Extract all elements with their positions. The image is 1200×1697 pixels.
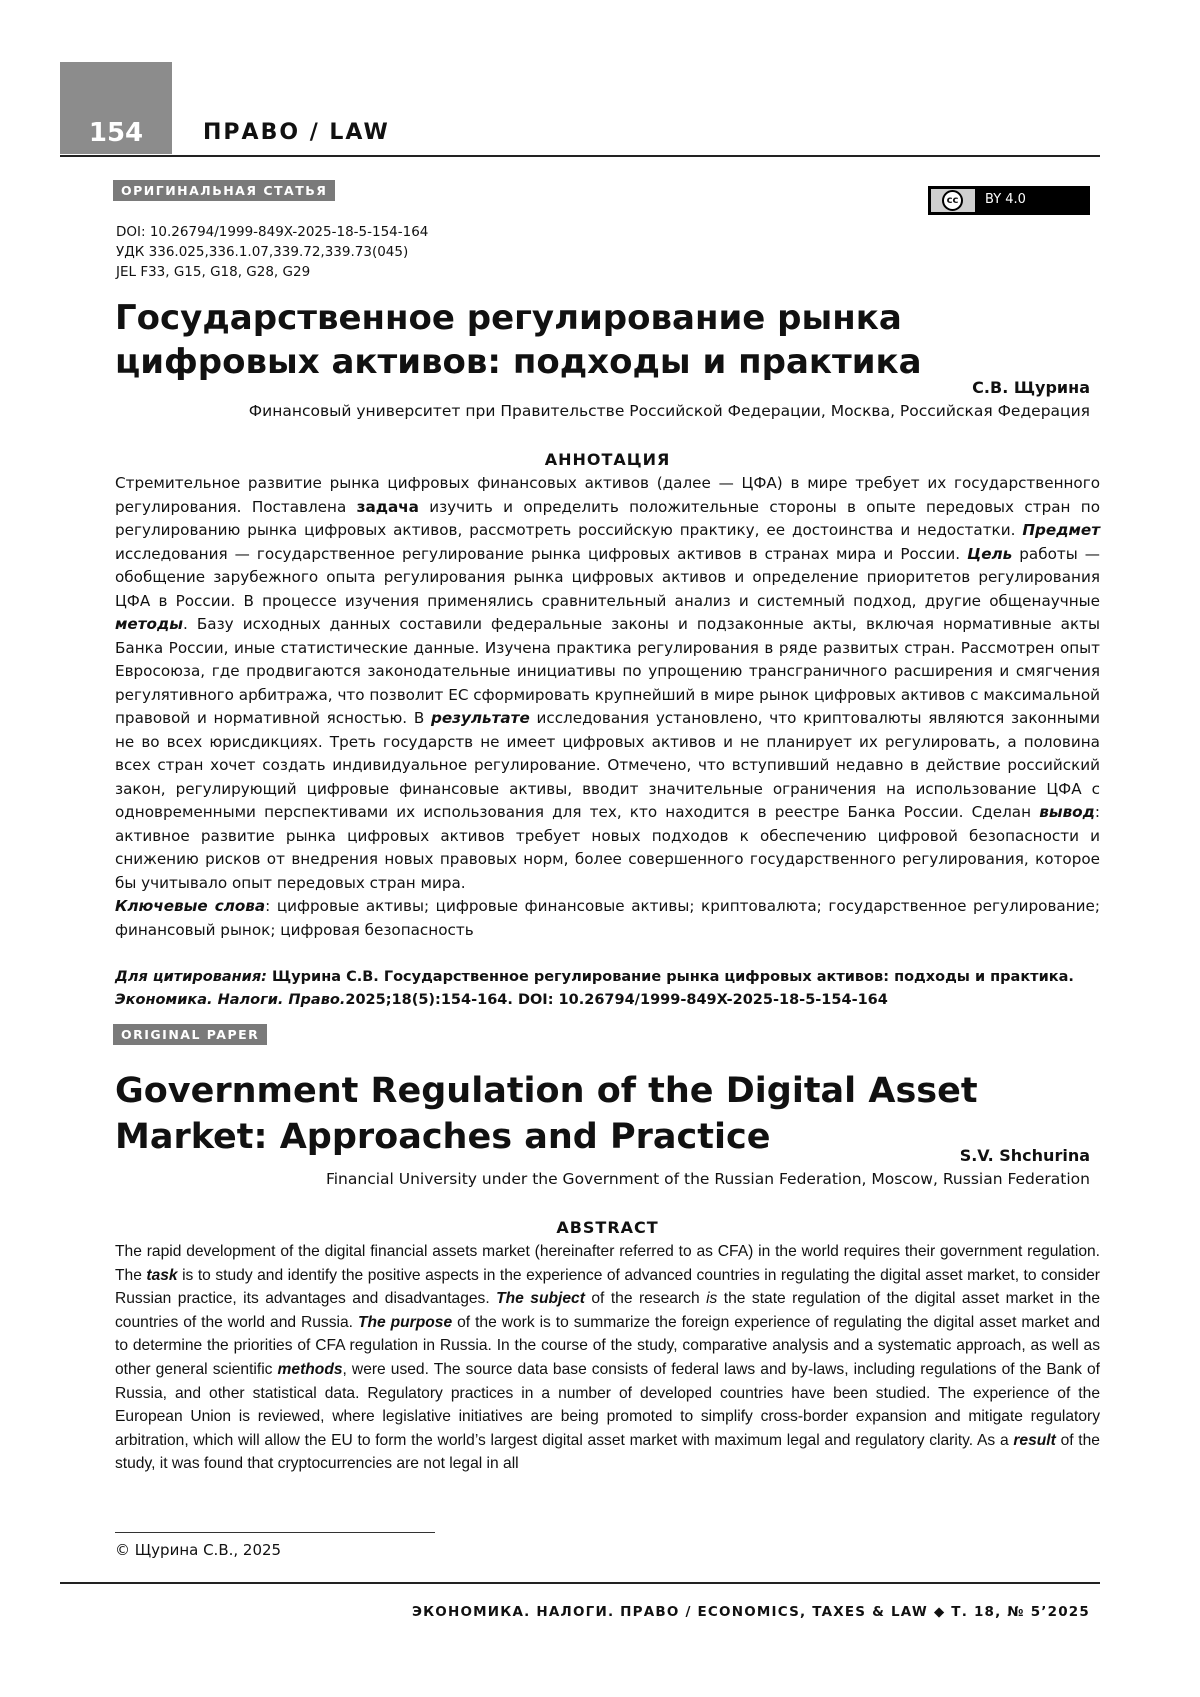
abstract-heading-ru: АННОТАЦИЯ — [544, 450, 671, 469]
author-en: S.V. Shchurina — [959, 1146, 1090, 1165]
article-type-tag-en: ORIGINAL PAPER — [113, 1024, 267, 1045]
page-number: 154 — [88, 118, 144, 148]
abstract-heading-en: ABSTRACT — [556, 1218, 659, 1237]
affiliation-ru: Финансовый университет при Правительстве Российской Федерации, Москва, Российская Федерация — [248, 402, 1090, 420]
doi[interactable]: DOI: 10.26794/1999-849X-2025-18-5-154-164 — [116, 224, 429, 240]
article-title-ru: Государственное регулирование рынка цифровых активов: подходы и практика — [115, 298, 922, 382]
license-label: BY 4.0 — [985, 192, 1026, 207]
cc-license-badge[interactable] — [928, 186, 1090, 215]
cc-logo-icon: cc — [931, 189, 975, 212]
abstract-en: The rapid development of the digital financial assets market (hereinafter referred to as CFA) in the world requires their government regulation. The task is to study and identify the positive aspects in the experience of advanced countries in regulating the digital asset market, to consider Russian practice, its advantages and disadvantages. The subject of the research is the state regulation of the digital asset market in the countries of the world and Russia. The purpose of the work is to summarize the foreign experience of regulating the digital asset market and to determine the priorities of CFA regulation in Russia. In the course of the study, comparative analysis and a systematic approach, as well as other general scientific methods, were used. The source data base consists of federal laws and by-laws, including regulations of the Bank of Russia, and other statistical data. Regulatory practices in a number of developed countries have been studied. The experience of the European Union is reviewed, where legislative initiatives are being promoted to simplify cross-border expansion and mitigate regulatory arbitration, which will allow the EU to form the world’s largest digital asset market with maximum legal and regulatory clarity. As a result of the study, it was found that cryptocurrencies are not legal in all — [115, 1243, 1101, 1473]
article-title-en: Government Regulation of the Digital Asset Market: Approaches and Practice — [115, 1071, 978, 1157]
author-ru: С.В. Щурина — [972, 378, 1090, 397]
footer-divider — [60, 1582, 1100, 1584]
header-divider — [60, 155, 1100, 157]
jel-codes: JEL F33, G15, G18, G28, G29 — [116, 264, 311, 280]
section-title: ПРАВО / LAW — [203, 120, 390, 145]
udk: УДК 336.025,336.1.07,339.72,339.73(045) — [116, 244, 409, 260]
abstract-ru: Стремительное развитие рынка цифровых финансовых активов (далее — ЦФА) в мире требует их государственного регулирования. Поставлена задача изучить и определить положительные стороны в опыте передовых стран по регулированию рынка цифровых активов, рассмотреть российскую практику, ее достоинства и недостатки. Предмет исследования — государственное регулирование рынка цифровых активов в странах мира и России. Цель работы — обобщение зарубежного опыта регулирования рынка цифровых активов и определение приоритетов регулирования ЦФА в России. В процессе изучения применялись сравнительный анализ и системный подход, другие общенаучные методы. Базу исходных данных составили федеральные законы и подзаконные акты, включая нормативные акты Банка России, иные статистические данные. Изучена практика регулирования в ряде развитых стран. Рассмотрен опыт Евросоюза, где продвигаются законодательные инициативы по упрощению трансграничного расширения и смягчения регулятивного арбитража, что позволит ЕС сформировать крупнейший в мире рынок цифровых активов с максимальной правовой и нормативной ясностью. В результате исследования установлено, что криптовалюты являются законными не во всех юрисдикциях. Треть государств не имеет цифровых активов и не планирует их регулировать, а половина всех стран хочет создать индивидуальное регулирование. Отмечено, что вступивший недавно в действие российский закон, регулирующий цифровые финансовые активы, вводит значительные ограничения на использование ЦФА с одновременными перспективами их использования для тех, кто находится в реестре Банка России. Сделан вывод: активное развитие рынка цифровых активов требует новых подходов к обеспечению цифровой безопасности и снижению рисков от внедрения новых правовых норм, более совершенного государственного регулирования, которое бы учитывало опыт передовых стран мира. Ключевые слова: цифровые активы; цифровые финансовые активы; криптовалюта; государственное регулирование; финансовый рынок; цифровая безопасность — [115, 474, 1101, 939]
copyright: © Щурина С.В., 2025 — [115, 1541, 282, 1559]
copyright-divider — [115, 1532, 435, 1533]
article-type-tag-ru: ОРИГИНАЛЬНАЯ СТАТЬЯ — [113, 180, 335, 201]
affiliation-en: Financial University under the Government of the Russian Federation, Moscow, Russian Federation — [325, 1170, 1090, 1188]
journal-footer: ЭКОНОМИКА. НАЛОГИ. ПРАВО / ECONOMICS, TAXES & LAW ◆ Т. 18, № 5’2025 — [411, 1604, 1090, 1620]
citation: Для цитирования: Щурина С.В. Государственное регулирование рынка цифровых активов: подходы и практика. Экономика. Налоги. Право.2025;18(5):154-164. DOI: 10.26794/1999-849X-2025-18-5-154-164 — [115, 969, 1074, 1008]
